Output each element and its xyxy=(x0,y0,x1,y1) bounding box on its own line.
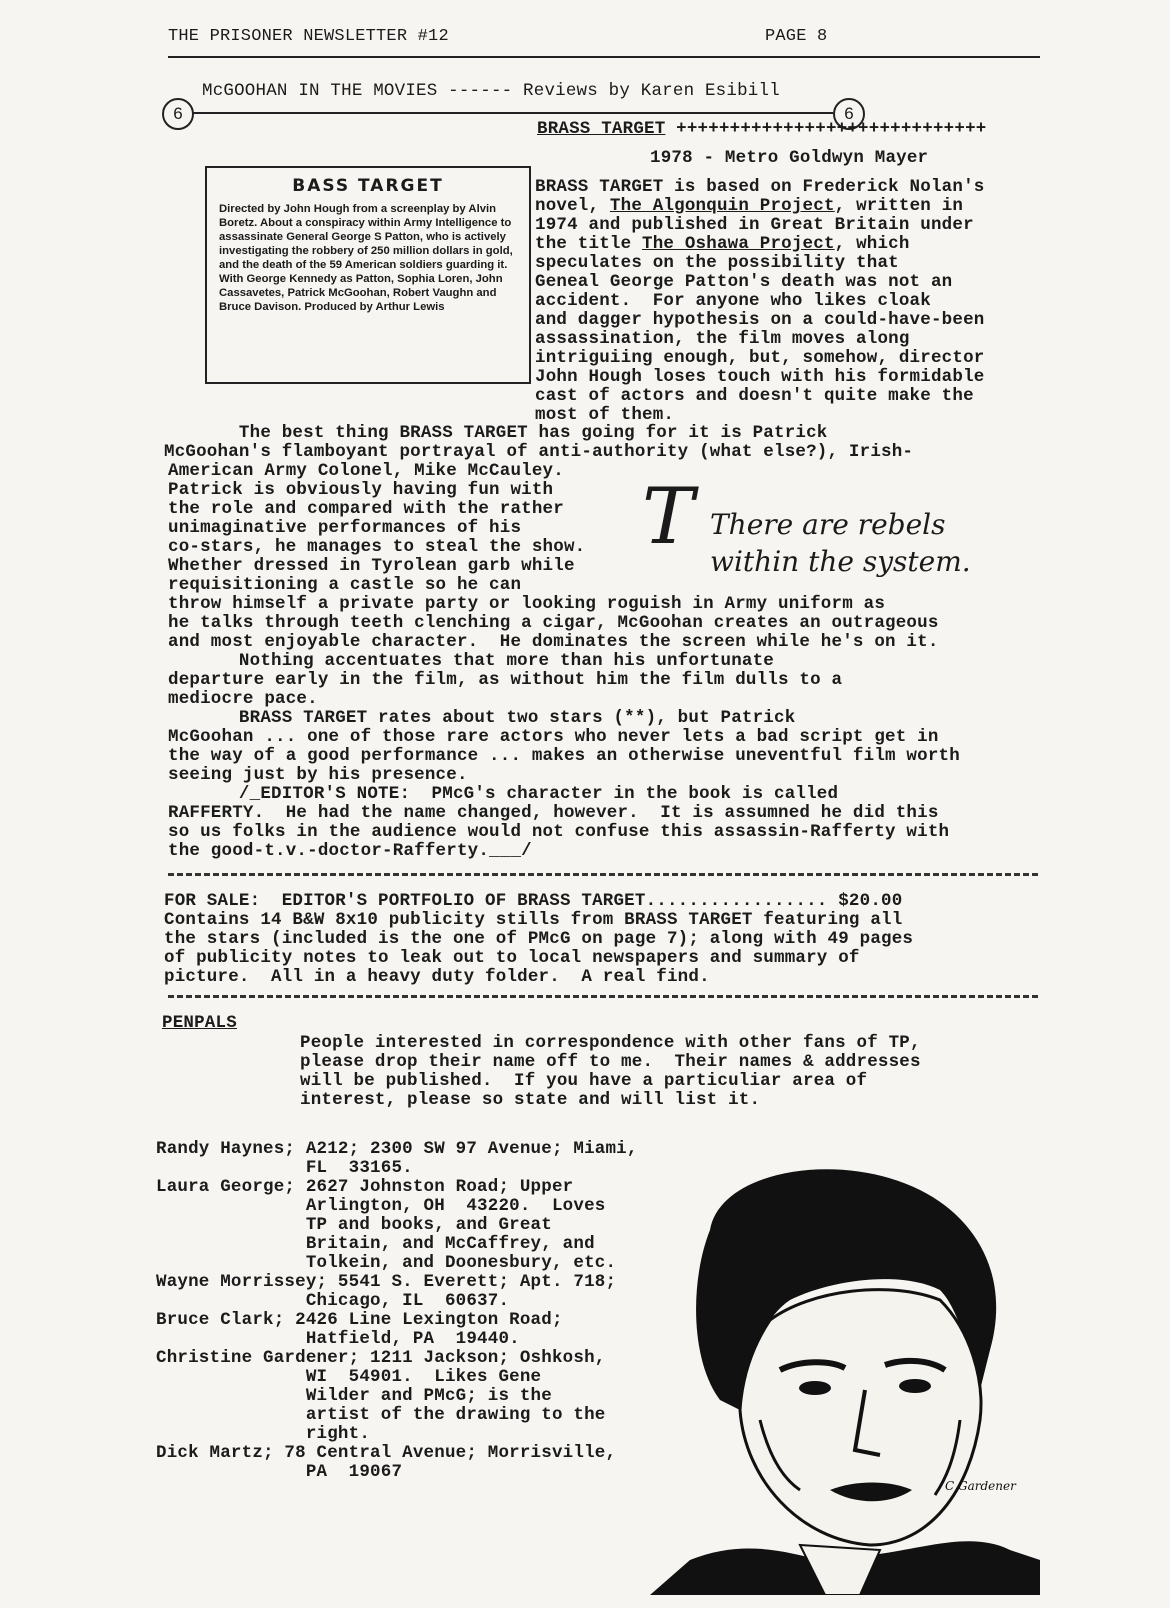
review-body-line: he talks through teeth clenching a cigar, McGoohan creates an outrageous xyxy=(168,613,939,633)
intro-line: the title The Oshawa Project, which xyxy=(535,234,910,254)
review-body-line: Whether dressed in Tyrolean garb while xyxy=(168,556,575,576)
review-body-line: unimaginative performances of his xyxy=(168,518,522,538)
intro-line: assassination, the film moves along xyxy=(535,329,910,349)
section-badge-left: 6 xyxy=(162,98,194,130)
penpal-entry-line: Britain, and McCaffrey, and xyxy=(156,1234,595,1254)
penpals-heading: PENPALS xyxy=(162,1013,237,1033)
review-studio: 1978 - Metro Goldwyn Mayer xyxy=(650,148,929,168)
intro-line: John Hough loses touch with his formidable xyxy=(535,367,985,387)
review-body-line: the way of a good performance ... makes an otherwise uneventful film worth xyxy=(168,746,960,766)
newsletter-title: THE PRISONER NEWSLETTER #12 xyxy=(168,27,449,46)
penpals-list xyxy=(156,1140,638,1482)
penpal-entry-line: TP and books, and Great xyxy=(156,1215,552,1235)
penpals-intro-line: interest, please so state and will list it. xyxy=(300,1090,761,1110)
review-body xyxy=(164,423,960,861)
quote-line-1: There are rebels xyxy=(710,508,946,541)
for-sale-line: the stars (included is the one of PMcG on page 7); along with 49 pages xyxy=(164,929,914,949)
intro-line: and dagger hypothesis on a could-have-been xyxy=(535,310,985,330)
dashed-divider xyxy=(168,873,1038,876)
review-body-line: the role and compared with the rather xyxy=(168,499,564,519)
penpals-intro-line: please drop their name off to me. Their names & addresses xyxy=(300,1052,921,1072)
quote-initial-t: T xyxy=(642,472,695,562)
penpal-entry-line: right. xyxy=(156,1424,371,1444)
penpal-entry-line: Arlington, OH 43220. Loves xyxy=(156,1196,606,1216)
review-body-line: McGoohan ... one of those rare actors who never lets a bad script get in xyxy=(168,727,939,747)
penpal-entry-line: Wilder and PMcG; is the xyxy=(156,1386,552,1406)
penpal-entry-line: Chicago, IL 60637. xyxy=(156,1291,510,1311)
review-body-line: McGoohan's flamboyant portrayal of anti-authority (what else?), Irish- xyxy=(164,442,914,462)
review-body-line: American Army Colonel, Mike McCauley. xyxy=(168,461,564,481)
header-rule xyxy=(168,56,1040,58)
review-body-line: the good-t.v.-doctor-Rafferty.___/ xyxy=(168,841,532,861)
review-body-line: mediocre pace. xyxy=(168,689,318,709)
intro-line: novel, The Algonquin Project, written in xyxy=(535,196,964,216)
penpal-entry-line: Bruce Clark; 2426 Line Lexington Road; xyxy=(156,1310,563,1330)
section-rule xyxy=(193,112,833,114)
for-sale-line: Contains 14 B&W 8x10 publicity stills from BRASS TARGET featuring all xyxy=(164,910,903,930)
review-body-line: The best thing BRASS TARGET has going for it is Patrick xyxy=(164,423,828,443)
review-body-line: seeing just by his presence. xyxy=(168,765,468,785)
quote-line-2: within the system. xyxy=(710,545,971,578)
penpal-entry-line: Wayne Morrissey; 5541 S. Everett; Apt. 718; xyxy=(156,1272,617,1292)
review-body-line: Nothing accentuates that more than his unfortunate xyxy=(164,651,774,671)
review-body-line: and most enjoyable character. He dominates the screen while he's on it. xyxy=(168,632,939,652)
review-body-line: BRASS TARGET rates about two stars (**), but Patrick xyxy=(164,708,796,728)
artist-signature: C Gardener xyxy=(945,1479,1016,1493)
penpal-entry-line: Dick Martz; 78 Central Avenue; Morrisville, xyxy=(156,1443,617,1463)
for-sale-line: FOR SALE: EDITOR'S PORTFOLIO OF BRASS TARGET................. $20.00 xyxy=(164,891,903,911)
review-body-line: so us folks in the audience would not confuse this assassin-Rafferty with xyxy=(168,822,950,842)
portrait-drawing xyxy=(650,1160,1040,1595)
penpals-intro-line: People interested in correspondence with other fans of TP, xyxy=(300,1033,921,1053)
penpal-entry-line: Laura George; 2627 Johnston Road; Upper xyxy=(156,1177,574,1197)
penpal-entry-line: artist of the drawing to the xyxy=(156,1405,606,1425)
review-body-line: Patrick is obviously having fun with xyxy=(168,480,554,500)
intro-line: cast of actors and doesn't quite make the xyxy=(535,386,974,406)
review-heading xyxy=(537,120,986,139)
intro-line: Geneal George Patton's death was not an xyxy=(535,272,953,292)
intro-line: 1974 and published in Great Britain under xyxy=(535,215,974,235)
penpal-entry-line: PA 19067 xyxy=(156,1462,403,1482)
penpals-intro xyxy=(300,1034,921,1110)
review-plus-rule: +++++++++++++++++++++++++++++ xyxy=(665,119,987,139)
penpal-entry-line: Tolkein, and Doonesbury, etc. xyxy=(156,1253,617,1273)
penpals-intro-line: will be published. If you have a particuliar area of xyxy=(300,1071,868,1091)
review-title: BRASS TARGET xyxy=(537,119,666,139)
penpal-entry-line: WI 54901. Likes Gene xyxy=(156,1367,542,1387)
penpal-entry-line: Christine Gardener; 1211 Jackson; Oshkosh, xyxy=(156,1348,606,1368)
page-number: PAGE 8 xyxy=(765,27,828,46)
review-body-line: co-stars, he manages to steal the show. xyxy=(168,537,586,557)
review-body-line: departure early in the film, as without him the film dulls to a xyxy=(168,670,843,690)
review-body-line: RAFFERTY. He had the name changed, however. It is assumned he did this xyxy=(168,803,939,823)
review-body-line: throw himself a private party or looking roguish in Army uniform as xyxy=(168,594,886,614)
credits-box-text: Directed by John Hough from a screenplay by Alvin Boretz. About a conspiracy within Army Intelligence to assassinate General George S Patton, who is actively investigating the robbery of 250 million dollars in gold, and the death of the 59 American soldiers guarding it. With George Kennedy as Patton, Sophia Loren, John Cassavetes, Patrick McGoohan, Robert Vaughn and Bruce Davison. Produced by Arthur Lewis xyxy=(219,203,513,313)
dashed-divider xyxy=(168,995,1038,998)
for-sale-line: picture. All in a heavy duty folder. A real find. xyxy=(164,967,710,987)
credits-box-title: BASS TARGET xyxy=(292,176,444,196)
section-badge-right: 6 xyxy=(833,98,865,130)
credits-box xyxy=(205,166,531,384)
intro-line: most of them. xyxy=(535,405,675,425)
intro-line: speculates on the possibility that xyxy=(535,253,899,273)
intro-line: BRASS TARGET is based on Frederick Nolan's xyxy=(535,177,985,197)
for-sale-line: of publicity notes to leak out to local newspapers and summary of xyxy=(164,948,860,968)
intro-line: accident. For anyone who likes cloak xyxy=(535,291,931,311)
for-sale-block xyxy=(164,892,913,987)
penpal-entry-line: Randy Haynes; A212; 2300 SW 97 Avenue; Miami, xyxy=(156,1139,638,1159)
section-title: McGOOHAN IN THE MOVIES ------ Reviews by Karen Esibill xyxy=(202,81,780,101)
penpal-entry-line: FL 33165. xyxy=(156,1158,413,1178)
review-intro xyxy=(535,178,984,425)
review-body-line: requisitioning a castle so he can xyxy=(168,575,522,595)
penpal-entry-line: Hatfield, PA 19440. xyxy=(156,1329,520,1349)
review-body-line: /_EDITOR'S NOTE: PMcG's character in the book is called xyxy=(164,784,839,804)
intro-line: intriguiing enough, but, somehow, director xyxy=(535,348,985,368)
